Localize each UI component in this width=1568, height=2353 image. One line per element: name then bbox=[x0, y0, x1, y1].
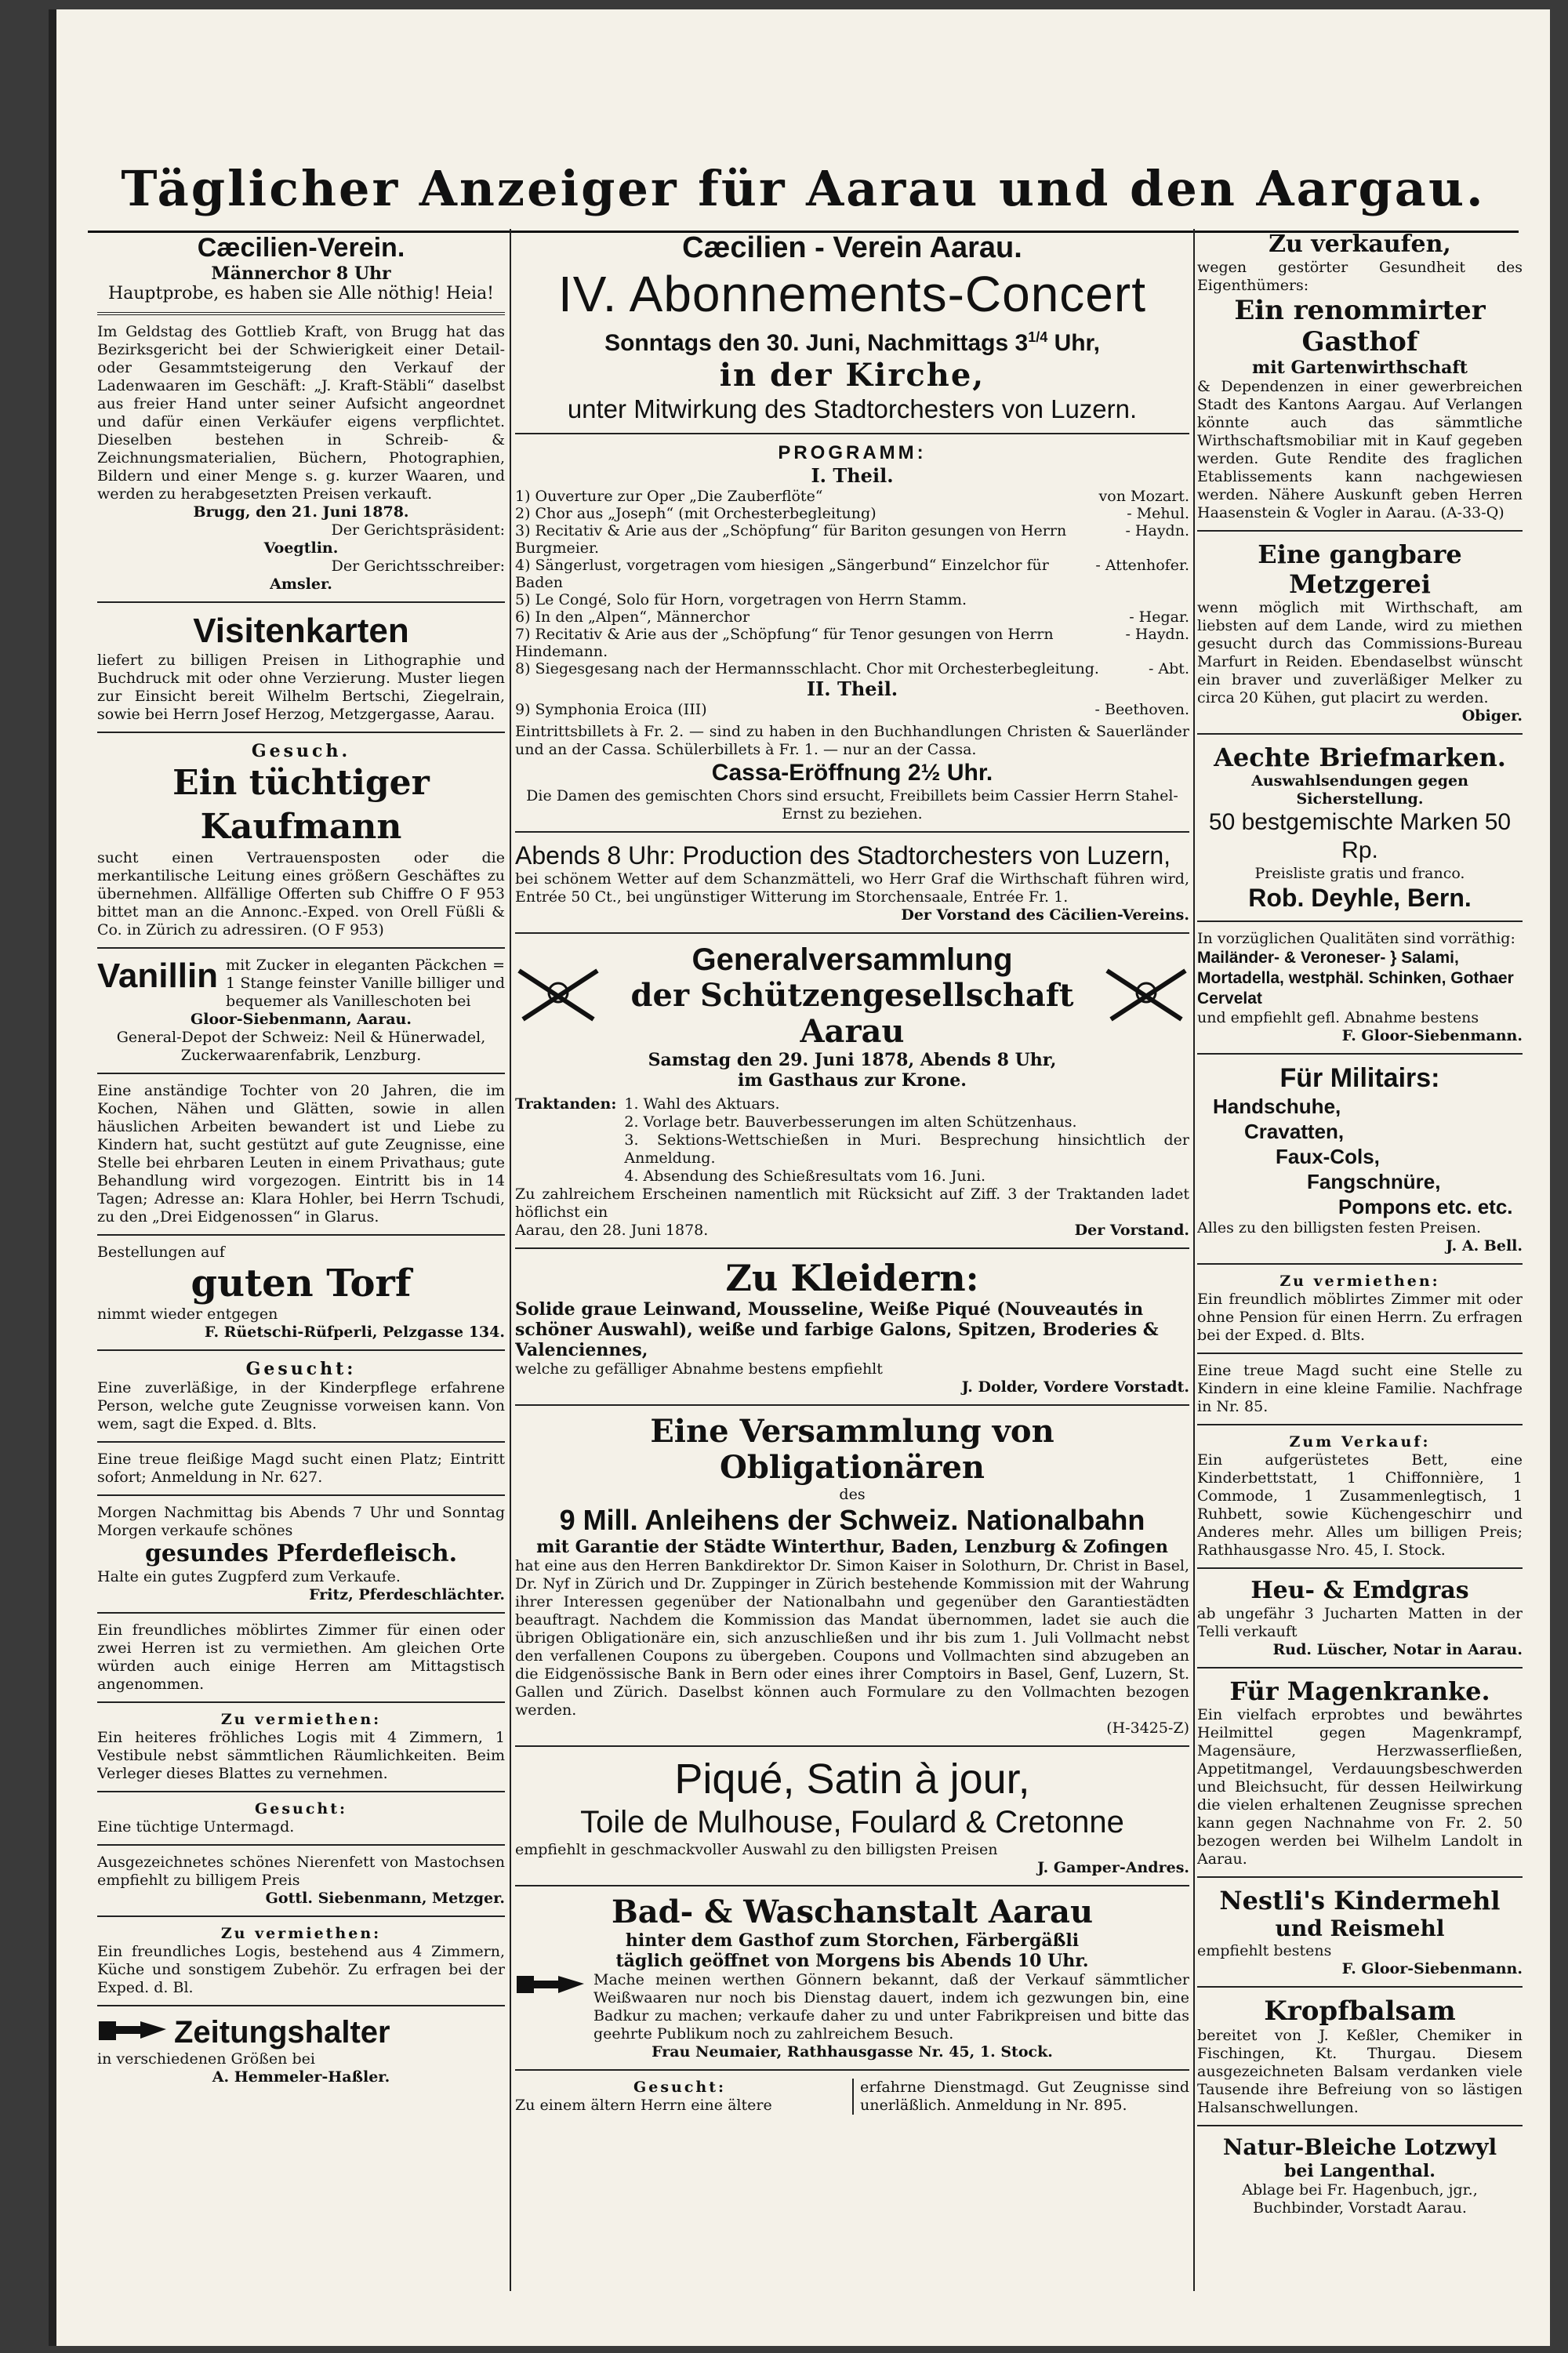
bad-sign: Frau Neumaier, Rathhausgasse Nr. 45, 1. Stock. bbox=[652, 2043, 1053, 2061]
caecilien-sub2: Hauptprobe, es haben sie Alle nöthig! Heia! bbox=[107, 284, 495, 303]
gesuch-head: Gesuch. bbox=[251, 741, 351, 761]
salami-text: In vorzüglichen Qualitäten sind vorräthig: bbox=[1197, 930, 1515, 947]
programme-item bbox=[515, 626, 1189, 660]
heu-text: ab ungefähr 3 Jucharten Matten in der Telli verkauft bbox=[1197, 1605, 1523, 1640]
divider bbox=[97, 601, 505, 603]
nestli-sub: und Reismehl bbox=[1275, 1915, 1445, 1941]
divider bbox=[1197, 921, 1523, 922]
programme-item bbox=[515, 557, 1189, 591]
gv-place: im Gasthaus zur Krone. bbox=[738, 1070, 967, 1091]
militairs-sign: J. A. Bell. bbox=[1446, 1237, 1523, 1255]
nieren-text: Ausgezeichnetes schönes Nierenfett von Mastochsen empfiehlt zu billigem Preis bbox=[97, 1854, 505, 1889]
salami-text2: und empfiehlt gefl. Abnahme bestens bbox=[1197, 1009, 1479, 1026]
divider bbox=[97, 1701, 505, 1703]
vanillin-head: Vanillin bbox=[97, 957, 219, 995]
pferd-text2: Halte ein gutes Zugpferd zum Verkaufe. bbox=[97, 1568, 401, 1585]
gesucht1-head: Gesucht: bbox=[245, 1359, 357, 1379]
programme-composer: - Beethoven. bbox=[1094, 701, 1189, 718]
gesucht1-text: Eine zuverläßige, in der Kinderpflege erfahrene Person, welche gute Zeugnisse vorweisen kann. Von wem, sagt die Exped. d. Blts. bbox=[97, 1379, 505, 1432]
gv-traktandum: 2. Vorlage betr. Bauverbesserungen im alten Schützenhaus. bbox=[624, 1113, 1077, 1131]
programme-composer: - Hegar. bbox=[1129, 608, 1189, 626]
abo-kirche: in der Kirche, bbox=[719, 357, 985, 394]
divider bbox=[1197, 1986, 1523, 1988]
gericht-sign2-name: Amsler. bbox=[270, 576, 332, 593]
divider bbox=[1197, 1053, 1523, 1055]
gv-traktanden-list bbox=[624, 1095, 1189, 1186]
pique-text: empfiehlt in geschmackvoller Auswahl zu den billigsten Preisen bbox=[515, 1841, 998, 1858]
tochter-text: Eine anständige Tochter von 20 Jahren, die im Kochen, Nähen und Glätten, sowie in allen häuslichen Arbeiten bewandert ist und Liebe zu Kindern hat, sucht gestützt auf gute Zeugnisse, eine Stelle bei ehrbaren Leuten in einem Privathaus; gute Behandlung wird vorgezogen. Eintritt bis in 14 Tagen; Adresse an: Klara Hohler, bei Herrn Tschudi, zu den „Drei Eidgenossen“ in Glarus. bbox=[97, 1082, 505, 1226]
cassa-head: Cassa-Eröffnung 2½ Uhr. bbox=[711, 760, 993, 786]
divider bbox=[515, 932, 1189, 934]
torf-text: nimmt wieder entgegen bbox=[97, 1305, 278, 1323]
programme-composer: von Mozart. bbox=[1098, 488, 1189, 505]
programme-piece: 1) Ouverture zur Oper „Die Zauberflöte“ bbox=[515, 488, 823, 505]
gv-head1: Generalversammlung bbox=[691, 942, 1013, 977]
obl-code: (H-3425-Z) bbox=[1106, 1719, 1189, 1737]
visitenkarten-head: Visitenkarten bbox=[193, 612, 409, 650]
cv-head: Cæcilien - Verein Aarau. bbox=[682, 231, 1022, 264]
programme-item bbox=[515, 660, 1189, 677]
treue-text: Eine treue Magd sucht eine Stelle zu Kindern in eine kleine Familie. Nachfrage in Nr. 85. bbox=[1197, 1362, 1523, 1415]
vanillin-depot: General-Depot der Schweiz: Neil & Hünerwadel, Zuckerwaarenfabrik, Lenzburg. bbox=[116, 1029, 486, 1064]
divider bbox=[515, 831, 1189, 833]
vermiethen2-head: Zu vermiethen: bbox=[220, 1925, 382, 1942]
programme-composer: - Attenhofer. bbox=[1095, 557, 1189, 574]
programme-item bbox=[515, 505, 1189, 522]
programme-piece: 4) Sängerlust, vorgetragen vom hiesigen „Sängerbund“ Einzelchor für Baden bbox=[515, 557, 1049, 591]
divider bbox=[97, 1234, 505, 1236]
crossed-rifles-icon bbox=[515, 963, 601, 1029]
pferd-head: gesundes Pferdefleisch. bbox=[144, 1540, 458, 1567]
abo-head: IV. Abonnements-Concert bbox=[558, 266, 1146, 322]
heu-head: Heu- & Emdgras bbox=[1250, 1577, 1469, 1604]
gv-text: Zu zahlreichem Erscheinen namentlich mit Rücksicht auf Ziff. 3 der Traktanden ladet höflichst ein bbox=[515, 1186, 1189, 1221]
divider bbox=[97, 1349, 505, 1351]
abends-head: Abends 8 Uhr: Production des Stadtorchesters von Luzern, bbox=[515, 841, 1171, 870]
nestli-head: Nestli's Kindermehl bbox=[1219, 1886, 1501, 1915]
gv-traktandum: 1. Wahl des Aktuars. bbox=[624, 1095, 780, 1113]
divider bbox=[515, 1247, 1189, 1249]
gesucht2-text: Eine tüchtige Untermagd. bbox=[97, 1818, 295, 1836]
programme-item bbox=[515, 488, 1189, 505]
brief-big: 50 bestgemischte Marken 50 Rp. bbox=[1208, 809, 1512, 863]
divider bbox=[1197, 1567, 1523, 1569]
divider bbox=[515, 1745, 1189, 1747]
pferd-text1: Morgen Nachmittag bis Abends 7 Uhr und Sonntag Morgen verkaufe schönes bbox=[97, 1504, 505, 1539]
gesucht2-head: Gesucht: bbox=[255, 1800, 347, 1817]
zverk-text: Ein aufgerüstetes Bett, eine Kinderbettstatt, 1 Chiffonnière, 1 Commode, 1 Zusammenlegtisch, 1 Ruhbett, sowie Küchengeschirr und Anderes mehr. Alles um billigen Preis; Rathhausgasse Nro. 45, I. Stock. bbox=[1197, 1451, 1523, 1559]
kropf-head: Kropfbalsam bbox=[1264, 1995, 1456, 2027]
divider bbox=[97, 2005, 505, 2006]
right-column bbox=[1197, 231, 1523, 2291]
divider bbox=[97, 1073, 505, 1074]
column-divider-left bbox=[510, 229, 511, 2291]
metzgerei-head: Eine gangbare Metzgerei bbox=[1258, 539, 1462, 599]
programme-item bbox=[515, 522, 1189, 557]
militairs-item: Faux-Cols, bbox=[1276, 1145, 1380, 1168]
gasthof-head: Ein renommirter Gasthof bbox=[1234, 295, 1486, 358]
divider bbox=[1197, 1353, 1523, 1354]
divider bbox=[1197, 1424, 1523, 1425]
gv-sign: Der Vorstand. bbox=[1074, 1222, 1189, 1239]
verk-sub: wegen gestörter Gesundheit des Eigenthümers: bbox=[1197, 259, 1523, 294]
zeitungshalter-sign: A. Hemmeler-Haßler. bbox=[212, 2068, 390, 2086]
kaufmann-head: Ein tüchtiger Kaufmann bbox=[172, 763, 430, 847]
vermiethen1-text: Ein heiteres fröhliches Logis mit 4 Zimmern, 1 Vestibule nebst sämmtlichen Räumlichkeiten. Beim Verleger dieses Blattes zu vernehmen. bbox=[97, 1729, 505, 1782]
divider bbox=[97, 947, 505, 949]
kaufmann-text: sucht einen Vertrauensposten oder die merkantilische Leitung eines größern Geschäftes zu übernehmen. Allfällige Offerten sub Chiffre O F 953 bittet man an die Annonc.-Exped. von Orell Füßli & Co. in Zürich zu adressiren. (O F 953) bbox=[97, 849, 505, 939]
divider bbox=[515, 1404, 1189, 1406]
programme-piece: 8) Siegesgesang nach der Hermannsschlacht. Chor mit Orchesterbegleitung. bbox=[515, 660, 1099, 677]
programme-part1 bbox=[515, 488, 1189, 677]
zv-text: Ein freundlich möblirtes Zimmer mit oder ohne Pension für einen Herrn. Zu erfragen bei der Exped. d. Blts. bbox=[1197, 1291, 1523, 1344]
militairs-item: Pompons etc. etc. bbox=[1338, 1195, 1513, 1218]
caecilien-head: Cæcilien-Verein. bbox=[197, 233, 405, 263]
militairs-items bbox=[1197, 1094, 1523, 1219]
kleider-text2: welche zu gefälliger Abnahme bestens empfiehlt bbox=[515, 1360, 883, 1378]
divider bbox=[97, 312, 505, 315]
programme-composer bbox=[1183, 591, 1189, 608]
divider bbox=[1197, 2125, 1523, 2126]
divider bbox=[97, 1612, 505, 1614]
divider bbox=[97, 732, 505, 733]
zeitungshalter-head: Zeitungshalter bbox=[174, 2015, 390, 2050]
militairs-item: Handschuhe, bbox=[1213, 1095, 1341, 1118]
crossed-rifles-icon bbox=[1103, 963, 1189, 1029]
column-divider-right bbox=[1193, 229, 1195, 2291]
vanillin-text: mit Zucker in eleganten Päckchen = 1 Stange feinster Vanille billiger und bequemer als Vanilleschoten bei bbox=[226, 957, 505, 1010]
abo-date-fraction: 1/4 bbox=[1028, 329, 1048, 345]
militairs-text: Alles zu den billigsten festen Preisen. bbox=[1197, 1219, 1482, 1236]
obl-des: des bbox=[839, 1486, 866, 1503]
magen-head: Für Magenkranke. bbox=[1229, 1676, 1490, 1706]
gv-date2: Aarau, den 28. Juni 1878. bbox=[515, 1222, 709, 1239]
brief-sub: Auswahlsendungen gegen Sicherstellung. bbox=[1251, 772, 1468, 808]
programme-composer: - Haydn. bbox=[1125, 522, 1189, 539]
bad-text: Mache meinen werthen Gönnern bekannt, daß der Verkauf sämmtlicher Weißwaaren nur noch bis Dienstag dauert, indem ich gezwungen bin, eine Badkur zu machen; verkaufe daher zu und unter Fabrikpreisen und bitte das geehrte Publikum noch zu zahlreichem Besuch. bbox=[593, 1971, 1189, 2043]
programme-composer: - Abt. bbox=[1148, 660, 1189, 677]
militairs-item: Cravatten, bbox=[1244, 1120, 1345, 1143]
kleider-text1: Solide graue Leinwand, Mousseline, Weiße Piqué (Nouveautés in schöner Auswahl), weiße und farbige Galons, Spitzen, Broderies & Valenciennes, bbox=[515, 1299, 1159, 1360]
nieren-sign: Gottl. Siebenmann, Metzger. bbox=[265, 1890, 505, 1907]
divider bbox=[1197, 733, 1523, 735]
divider bbox=[97, 1791, 505, 1792]
kleider-head: Zu Kleidern: bbox=[725, 1257, 979, 1299]
divider bbox=[1197, 1263, 1523, 1265]
divider bbox=[97, 1844, 505, 1846]
magen-text: Ein vielfach erprobtes und bewährtes Heilmittel gegen Magenkrampf, Magensäure, Herzwasserfließen, Appetitmangel, Verdauungsbeschwerden und Bleichsucht, für dessen Heilwirkung die vielen erhaltenen Zeugnisse sprechen kann gegen Nachnahme von Fr. 2. 50 bezogen werden bei Wilhelm Landolt in Aarau. bbox=[1197, 1706, 1523, 1868]
salami-sign: F. Gloor-Siebenmann. bbox=[1341, 1027, 1523, 1044]
abo-date-text: Sonntags den 30. Juni, Nachmittags 3 bbox=[604, 330, 1029, 356]
metzgerei-text: wenn möglich mit Wirthschaft, am liebsten auf dem Lande, wird zu miethen gesucht durch das Commissions-Bureau Marfurt in Reiden. Ebendaselbst wünscht ein braver und zuverläßiger Melker zu circa 20 Kühen, gut placirt zu werden. bbox=[1197, 599, 1523, 706]
visitenkarten-text: liefert zu billigen Preisen in Lithographie und Buchdruck mit oder ohne Verzierung. Muster liegen zur Einsicht bereit Wilhelm Bertschi, Ziegelrain, sowie bei Herrn Josef Herzog, Metzgergasse, Aarau. bbox=[97, 652, 505, 723]
masthead-title: Täglicher Anzeiger für Aarau und den Aargau. bbox=[121, 160, 1486, 217]
gasthof-sub: mit Gartenwirthschaft bbox=[1252, 358, 1468, 378]
theil1-head: I. Theil. bbox=[811, 464, 894, 487]
programme-piece: 6) In den „Alpen“, Männerchor bbox=[515, 608, 750, 626]
gesucht-head: Gesucht: bbox=[633, 2079, 726, 2096]
programme-piece: 2) Chor aus „Joseph“ (mit Orchesterbegleitung) bbox=[515, 505, 877, 522]
divider bbox=[515, 1885, 1189, 1886]
programme-item bbox=[515, 701, 1189, 718]
gv-traktandum: 3. Sektions-Wettschießen in Muri. Besprechung hinsichtlich der Anmeldung. bbox=[624, 1131, 1189, 1167]
gv-head2: der Schützengesellschaft Aarau bbox=[630, 977, 1074, 1050]
zimmer-text: Ein freundliches möblirtes Zimmer für einen oder zwei Herren ist zu vermiethen. Am gleichen Orte würden auch einige Herren am Mittagstisch angenommen. bbox=[97, 1621, 505, 1693]
left-column bbox=[97, 231, 505, 2291]
obl-text: hat eine aus den Herren Bankdirektor Dr. Simon Kaiser in Solothurn, Dr. Christ in Basel, Dr. Nyf in Zürich und Dr. Zuppinger in Zürich bestehende Kommission mit der Wahrung ihrer Interessen gegenüber der Nationalbahn und gegenüber den Garantiestädten beauftragt. Nachdem die Kommission das Mandat übernommen, ladet sie auch die übrigen Obligationäre ein, sich anzuschließen und ihr bis zum 1. Juli Vollmacht nebst den verfallenen Coupons zu übergeben. Coupons und Vollmachten sind abzugeben an die Eidgenössische Bank in Bern oder eines ihrer Comptoirs in Basel, Genf, Luzern, St. Gallen und Zürich. Daselbst können auch Formulare zu den Vollmachten bezogen werden. bbox=[515, 1557, 1189, 1719]
pointing-hand-icon bbox=[515, 1971, 586, 2003]
abends-sign: Der Vorstand des Cäcilien-Vereins. bbox=[901, 906, 1189, 924]
vermiethen2-text: Ein freundliches Logis, bestehend aus 4 Zimmern, Küche und sonstigem Zubehör. Zu erfragen bei der Exped. d. Bl. bbox=[97, 1943, 505, 1996]
gericht-date: Brugg, den 21. Juni 1878. bbox=[193, 503, 409, 521]
nestli-sign: F. Gloor-Siebenmann. bbox=[1341, 1960, 1523, 1977]
gericht-sign2: Der Gerichtsschreiber: bbox=[331, 557, 505, 575]
bad-sub: hinter dem Gasthof zum Storchen, Färbergäßli bbox=[625, 1930, 1080, 1951]
toile-head: Toile de Mulhouse, Foulard & Cretonne bbox=[580, 1805, 1124, 1839]
abo-date bbox=[515, 323, 1189, 358]
pique-head: Piqué, Satin à jour, bbox=[674, 1756, 1030, 1803]
cassa-text: Die Damen des gemischten Chors sind ersucht, Freibillets beim Cassier Herrn Stahel-Ernst zu beziehen. bbox=[526, 787, 1178, 822]
bad-head: Bad- & Waschanstalt Aarau bbox=[611, 1894, 1094, 1930]
gericht-text: Im Geldstag des Gottlieb Kraft, von Brugg hat das Bezirksgericht bei der Schwierigkeit einer Detail- oder Gesammtsteigerung den Verkauf der Ladenwaaren im Geschäft: „J. Kraft-Stäbli“ daselbst aus freier Hand unter seiner Aufsicht angeordnet und dafür einen Verkäufer eigens verpflichtet. Dieselben bestehen in Schreib- & Zeichnungsmaterialien, Büchern, Photographien, Bildern und einer Menge s. g. kurzer Waaren, und werden zu herabgesetzten Preisen verkauft. bbox=[97, 323, 505, 503]
torf-sign: F. Rüetschi-Rüfperli, Pelzgasse 134. bbox=[204, 1324, 505, 1341]
natur-sub: bei Langenthal. bbox=[1284, 2161, 1436, 2181]
zverk-head: Zum Verkauf: bbox=[1289, 1433, 1431, 1451]
kleider-sign: J. Dolder, Vordere Vorstadt. bbox=[961, 1378, 1189, 1396]
vanillin-dealer: Gloor-Siebenmann, Aarau. bbox=[191, 1011, 412, 1028]
programme-piece: 3) Recitativ & Arie aus der „Schöpfung“ für Bariton gesungen von Herrn Burgmeier. bbox=[515, 522, 1067, 557]
programm-head: PROGRAMM: bbox=[778, 442, 927, 463]
obl-head: Eine Versammlung von Obligationären bbox=[650, 1413, 1054, 1486]
divider bbox=[97, 1441, 505, 1443]
zeitungshalter-text: in verschiedenen Größen bei bbox=[97, 2050, 315, 2068]
programme-composer: - Mehul. bbox=[1127, 505, 1189, 522]
programme-piece: 9) Symphonia Eroica (III) bbox=[515, 701, 707, 718]
kropf-text: bereitet von J. Keßler, Chemiker in Fischingen, Kt. Thurgau. Diesem ausgezeichneten Balsam verdanken viele Tausende ihre Befreiung von so lästigen Halsanschwellungen. bbox=[1197, 2027, 1523, 2116]
newspaper-page bbox=[49, 9, 1550, 2346]
pferd-sign: Fritz, Pferdeschlächter. bbox=[309, 1586, 505, 1603]
gasthof-text: & Dependenzen in einer gewerbreichen Stadt des Kantons Aargau. Auf Verlangen könnte auch das sämmtliche Wirthschaftsmobiliar mit in Kauf gegeben werden. Gute Rendite des fraglichen Etablissements kann nachgewiesen werden. Nähere Auskunft geben Herren Haasenstein & Vogler in Aarau. (A-33-Q) bbox=[1197, 378, 1523, 521]
torf-head: guten Torf bbox=[191, 1262, 412, 1305]
salami-items: Mailänder- & Veroneser- } Salami, Mortadella, westphäl. Schinken, Gothaer Cervelat bbox=[1197, 949, 1514, 1008]
magd-text: Eine treue fleißige Magd sucht einen Platz; Eintritt sofort; Anmeldung in Nr. 627. bbox=[97, 1451, 505, 1486]
abo-mitwirkung: unter Mitwirkung des Stadtorchesters von Luzern. bbox=[567, 394, 1138, 423]
brief-sign: Rob. Deyhle, Bern. bbox=[1248, 884, 1472, 912]
programme-item bbox=[515, 591, 1189, 608]
pique-sign: J. Gamper-Andres. bbox=[1037, 1859, 1189, 1876]
divider bbox=[97, 1915, 505, 1917]
programme-composer: - Haydn. bbox=[1125, 626, 1189, 643]
programme-item bbox=[515, 608, 1189, 626]
gericht-sign1-name: Voegtlin. bbox=[263, 539, 339, 557]
nestli-text: empfiehlt bestens bbox=[1197, 1942, 1332, 1959]
programme-part2 bbox=[515, 701, 1189, 718]
divider bbox=[1197, 1876, 1523, 1878]
divider bbox=[515, 2069, 1189, 2071]
divider bbox=[1197, 530, 1523, 532]
vermiethen1-head: Zu vermiethen: bbox=[220, 1711, 382, 1728]
militairs-head: Für Militairs: bbox=[1279, 1063, 1440, 1093]
metzgerei-sign: Obiger. bbox=[1461, 707, 1523, 724]
divider bbox=[1197, 1667, 1523, 1669]
militairs-item: Fangschnüre, bbox=[1307, 1170, 1441, 1193]
gv-traktanden-label: Traktanden: bbox=[515, 1095, 617, 1113]
obl-sub: mit Garantie der Städte Winterthur, Baden, Lenzburg & Zofingen bbox=[536, 1537, 1168, 1557]
theil2-head: II. Theil. bbox=[806, 677, 898, 700]
bad-sub2: täglich geöffnet von Morgens bis Abends 10 Uhr. bbox=[615, 1951, 1089, 1971]
programme-piece: 7) Recitativ & Arie aus der „Schöpfung“ für Tenor gesungen von Herrn Hindemann. bbox=[515, 626, 1054, 660]
programme-piece: 5) Le Congé, Solo für Horn, vorgetragen von Herrn Stamm. bbox=[515, 591, 967, 608]
brief-head: Aechte Briefmarken. bbox=[1214, 743, 1506, 772]
abo-date-end: Uhr, bbox=[1047, 330, 1100, 356]
torf-pre: Bestellungen auf bbox=[97, 1244, 225, 1261]
divider bbox=[97, 1494, 505, 1496]
gv-traktandum: 4. Absendung des Schießresultats vom 16. Juni. bbox=[624, 1167, 986, 1185]
gesucht-text: Zu einem ältern Herrn eine ältere bbox=[515, 2097, 772, 2114]
zv-head: Zu vermiethen: bbox=[1279, 1273, 1440, 1290]
gesucht-text2: erfahrne Dienstmagd. Gut Zeugnisse sind unerläßlich. Anmeldung in Nr. 895. bbox=[852, 2079, 1189, 2115]
gericht-sign1: Der Gerichtspräsident: bbox=[331, 521, 505, 539]
obl-mill: 9 Mill. Anleihens der Schweiz. Nationalbahn bbox=[559, 1504, 1145, 1536]
brief-sub2: Preisliste gratis und franco. bbox=[1254, 865, 1465, 882]
middle-column bbox=[515, 231, 1189, 2291]
gv-date: Samstag den 29. Juni 1878, Abends 8 Uhr, bbox=[648, 1050, 1057, 1070]
abends-text: bei schönem Wetter auf dem Schanzmätteli, wo Herr Graf die Wirthschaft führen wird, Entrée 50 Ct., bei ungünstiger Witterung im Storchensaale, Entrée Fr. 1. bbox=[515, 870, 1189, 906]
billets-text: Eintrittsbillets à Fr. 2. — sind zu haben in den Buchhandlungen Christen & Sauerländer und an der Cassa. Schülerbillets à Fr. 1. — nur an der Cassa. bbox=[515, 723, 1189, 758]
caecilien-sub1: Männerchor 8 Uhr bbox=[211, 263, 391, 284]
natur-head: Natur-Bleiche Lotzwyl bbox=[1222, 2134, 1497, 2160]
divider bbox=[515, 433, 1189, 434]
verk-head: Zu verkaufen, bbox=[1269, 231, 1451, 258]
heu-sign: Rud. Lüscher, Notar in Aarau. bbox=[1272, 1641, 1523, 1658]
pointing-hand-icon bbox=[97, 2015, 168, 2050]
natur-text: Ablage bei Fr. Hagenbuch, jgr., Buchbinder, Vorstadt Aarau. bbox=[1242, 2181, 1478, 2217]
